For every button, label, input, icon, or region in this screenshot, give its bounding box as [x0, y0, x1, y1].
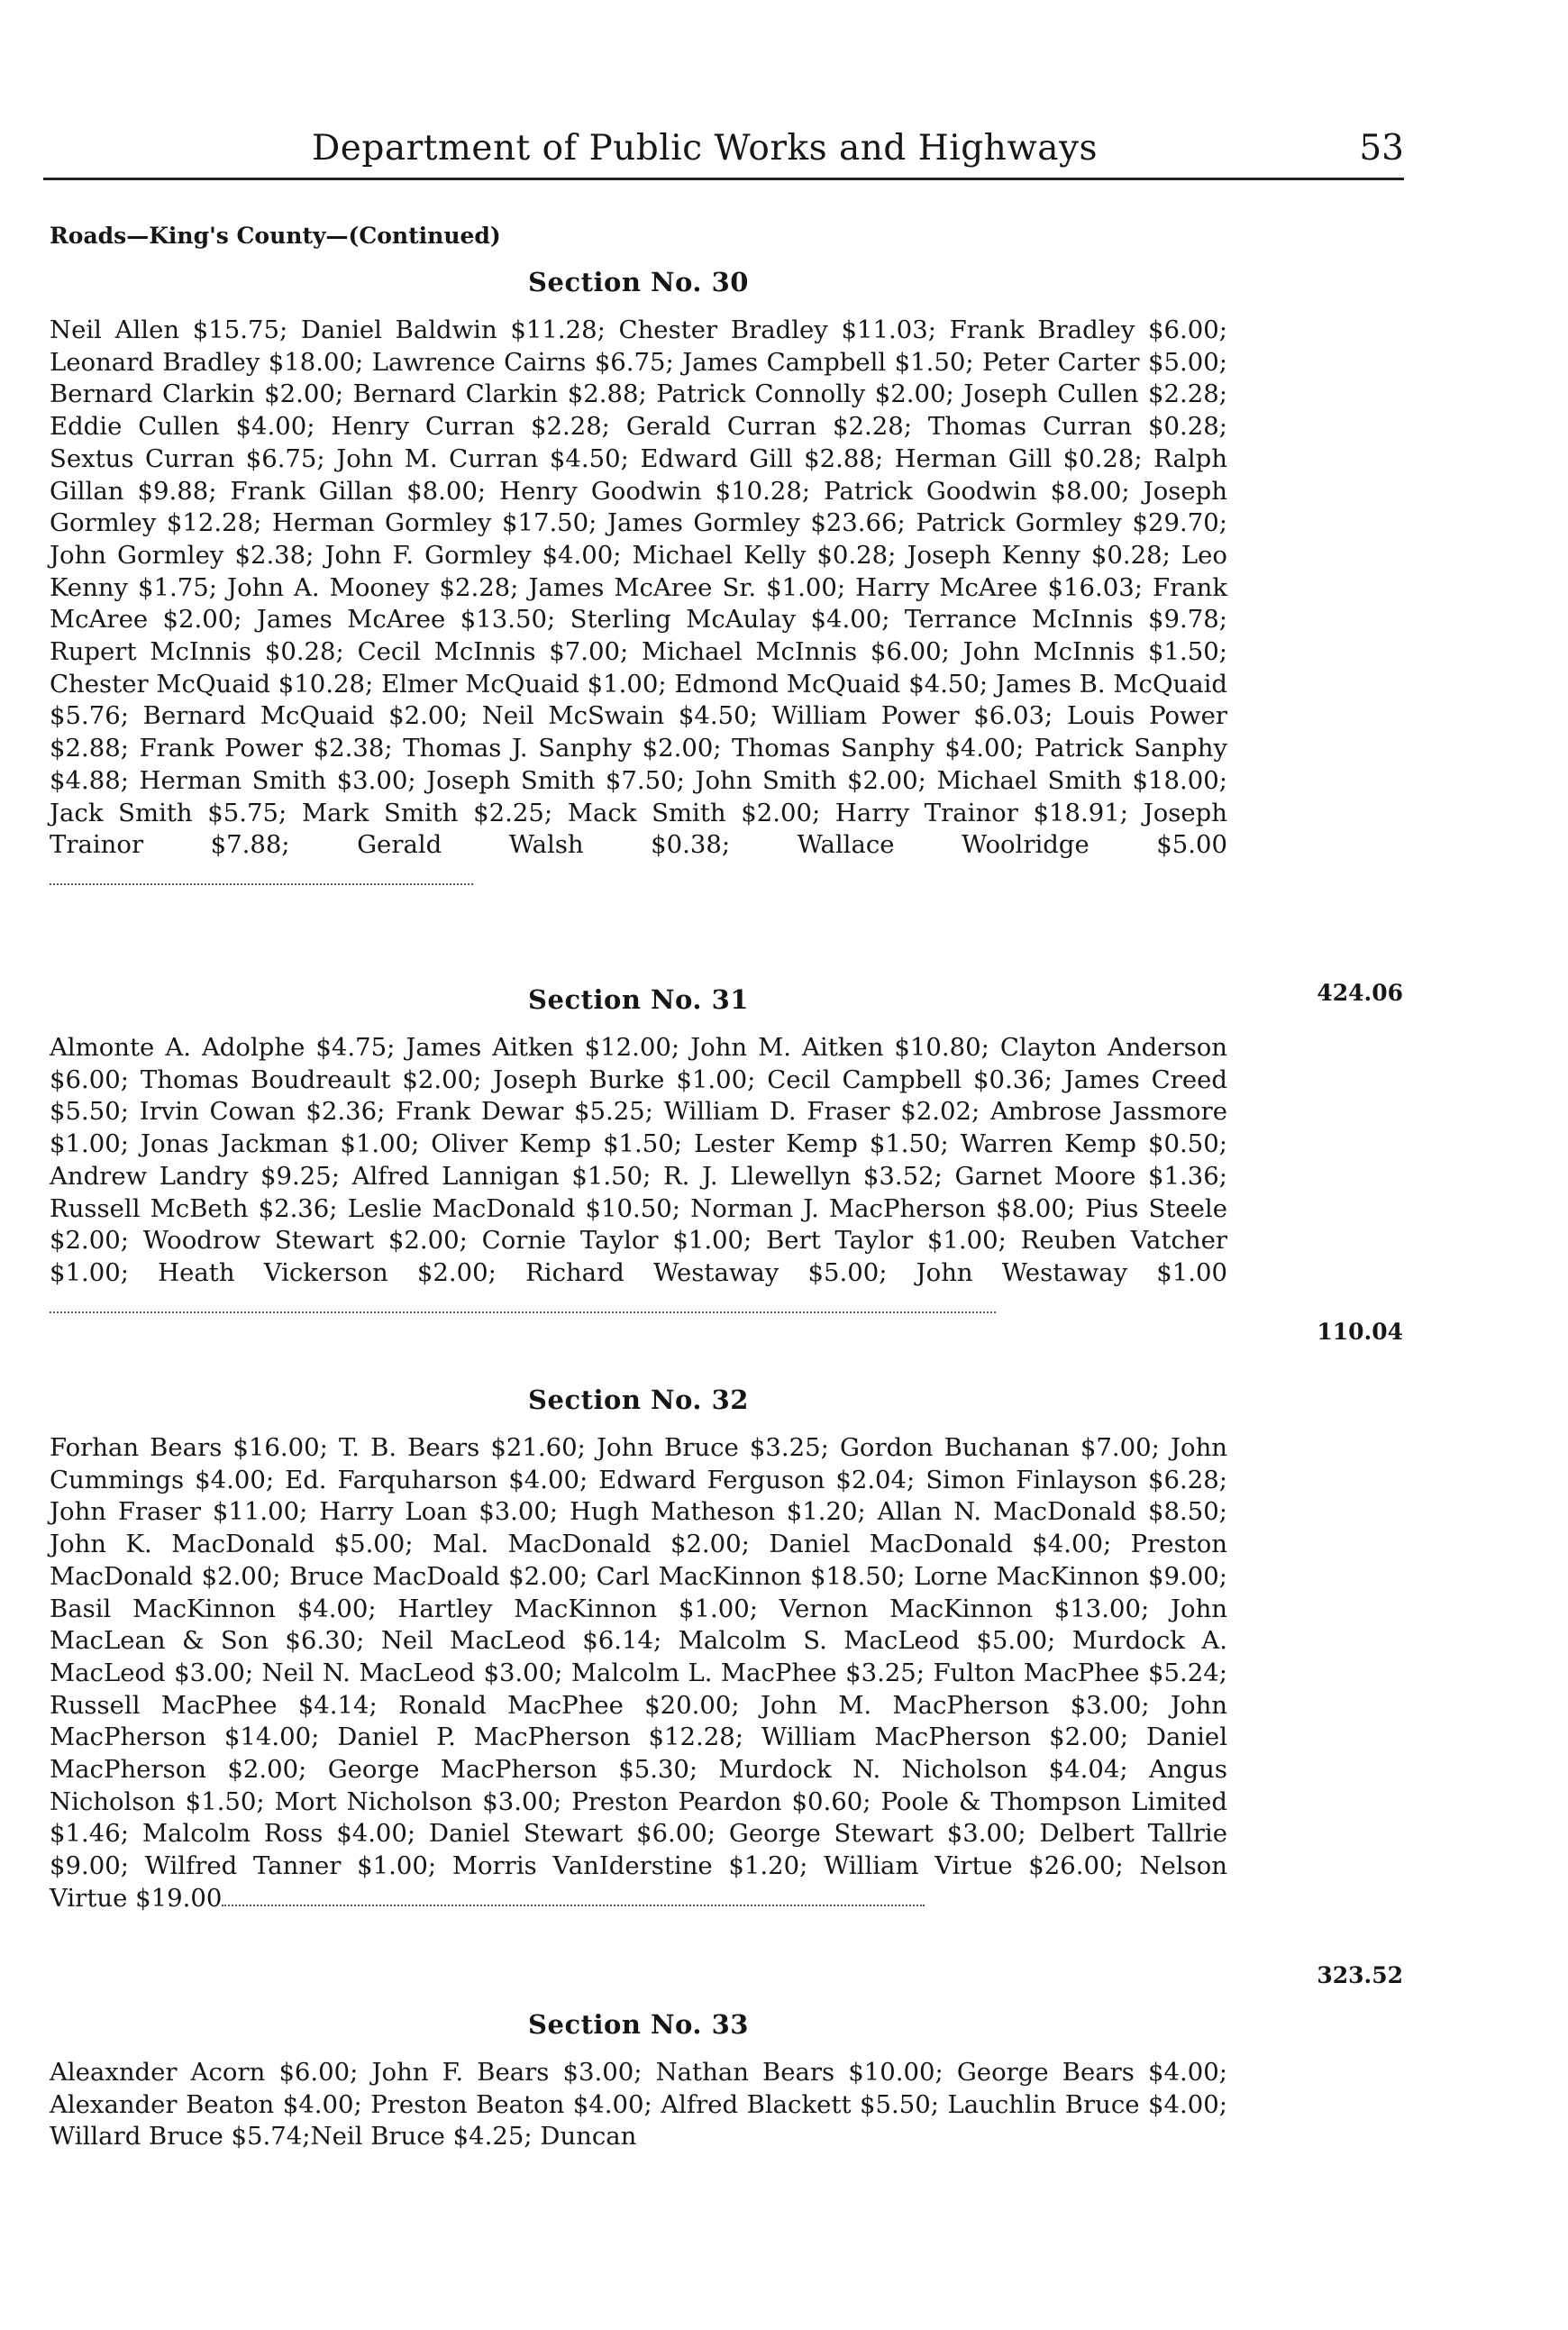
- dot-leader: [50, 1311, 996, 1313]
- section-32: [50, 1382, 1403, 1988]
- section-title: Section No. 33: [528, 2009, 749, 2040]
- section-total: 424.06: [1317, 980, 1403, 1006]
- continued-heading: Roads—King's County—(Continued): [50, 223, 501, 249]
- running-head: Department of Public Works and Highways: [312, 128, 1099, 169]
- section-text: Forhan Bears $16.00; T. B. Bears $21.60; John Bruce $3.25; Gordon Buchanan $7.00; John Cummings $4.00; Ed. Farquharson $4.00; Edward Ferguson $2.04; Simon Finlayson $6.28; John Fraser $11.00; Harry Loan $3.00; Hugh Matheson $1.20; Allan N. MacDonald $8.50; John K. MacDonald $5.00; Mal. MacDonald $2.00; Daniel MacDonald $4.00; Preston MacDonald $2.00; Bruce MacDoald $2.00; Carl MacKinnon $18.50; Lorne MacKinnon $9.00; Basil MacKinnon $4.00; Hartley MacKinnon $1.00; Vernon MacKinnon $13.00; John MacLean & Son $6.30; Neil MacLeod $6.14; Malcolm S. MacLeod $5.00; Murdock A. MacLeod $3.00; Neil N. MacLeod $3.00; Malcolm L. MacPhee $3.25; Fulton MacPhee $5.24; Russell MacPhee $4.14; Ronald MacPhee $20.00; John M. MacPherson $3.00; John MacPherson $14.00; Daniel P. MacPherson $12.28; William MacPherson $2.00; Daniel MacPherson $2.00; George MacPherson $5.30; Murdock N. Nicholson $4.04; Angus Nicholson $1.50; Mort Nicholson $3.00; Preston Peardon $0.60; Poole & Thompson Limited $1.46; Malcolm Ross $4.00; Daniel Stewart $6.00; George Stewart $3.00; Delbert Tallrie $9.00; Wilfred Tanner $1.00; Morris VanIderstine $1.20; William Virtue $26.00; Nelson Virtue $19.00: [50, 1433, 1227, 1913]
- page-number: 53: [1359, 128, 1404, 169]
- section-31: [50, 982, 1403, 1345]
- section-body: [50, 1432, 1227, 1915]
- section-title: Section No. 30: [528, 267, 749, 297]
- section-title: Section No. 32: [528, 1384, 749, 1415]
- dot-leader: [50, 883, 473, 885]
- page-header: [43, 124, 1404, 180]
- section-text: Aleaxnder Acorn $6.00; John F. Bears $3.00; Nathan Bears $10.00; George Bears $4.00; Alexander Beaton $4.00; Preston Beaton $4.00; Alfred Blackett $5.50; Lauchlin Bruce $4.00; Willard Bruce $5.74;Neil Bruce $4.25; Duncan: [50, 2058, 1227, 2152]
- section-body: [50, 1032, 1227, 1321]
- section-body: [50, 315, 1227, 894]
- section-33: [50, 2006, 1403, 2153]
- section-total: 110.04: [1317, 1319, 1403, 1345]
- section-text: Neil Allen $15.75; Daniel Baldwin $11.28; Chester Bradley $11.03; Frank Bradley $6.00; Leonard Bradley $18.00; Lawrence Cairns $6.75; James Campbell $1.50; Peter Carter $5.00; Bernard Clarkin $2.00; Bernard Clarkin $2.88; Patrick Connolly $2.00; Joseph Cullen $2.28; Eddie Cullen $4.00; Henry Curran $2.28; Gerald Curran $2.28; Thomas Curran $0.28; Sextus Curran $6.75; John M. Curran $4.50; Edward Gill $2.88; Herman Gill $0.28; Ralph Gillan $9.88; Frank Gillan $8.00; Henry Goodwin $10.28; Patrick Goodwin $8.00; Joseph Gormley $12.28; Herman Gormley $17.50; James Gormley $23.66; Patrick Gormley $29.70; John Gormley $2.38; John F. Gormley $4.00; Michael Kelly $0.28; Joseph Kenny $0.28; Leo Kenny $1.75; John A. Mooney $2.28; James McAree Sr. $1.00; Harry McAree $16.03; Frank McAree $2.00; James McAree $13.50; Sterling McAulay $4.00; Terrance McInnis $9.78; Rupert McInnis $0.28; Cecil McInnis $7.00; Michael McInnis $6.00; John McInnis $1.50; Chester McQuaid $10.28; Elmer McQuaid $1.00; Edmond McQuaid $4.50; James B. McQuaid $5.76; Bernard McQuaid $2.00; Neil McSwain $4.50; William Power $6.03; Louis Power $2.88; Frank Power $2.38; Thomas J. Sanphy $2.00; Thomas Sanphy $4.00; Patrick Sanphy $4.88; Herman Smith $3.00; Joseph Smith $7.50; John Smith $2.00; Michael Smith $18.00; Jack Smith $5.75; Mark Smith $2.25; Mack Smith $2.00; Harry Trainor $18.91; Joseph Trainor $7.88; Gerald Walsh $0.38; Wallace Woolridge $5.00: [50, 315, 1227, 860]
- section-text: Almonte A. Adolphe $4.75; James Aitken $12.00; John M. Aitken $10.80; Clayton Anderson $6.00; Thomas Boudreault $2.00; Joseph Burke $1.00; Cecil Campbell $0.36; James Creed $5.50; Irvin Cowan $2.36; Frank Dewar $5.25; William D. Fraser $2.02; Ambrose Jassmore $1.00; Jonas Jackman $1.00; Oliver Kemp $1.50; Lester Kemp $1.50; Warren Kemp $0.50; Andrew Landry $9.25; Alfred Lannigan $1.50; R. J. Llewellyn $3.52; Garnet Moore $1.36; Russell McBeth $2.36; Leslie MacDonald $10.50; Norman J. MacPherson $8.00; Pius Steele $2.00; Woodrow Stewart $2.00; Cornie Taylor $1.00; Bert Taylor $1.00; Reuben Vatcher $1.00; Heath Vickerson $2.00; Richard Westaway $5.00; John Westaway $1.00: [50, 1033, 1227, 1287]
- dot-leader: [222, 1905, 925, 1906]
- section-body: [50, 2057, 1227, 2153]
- section-title: Section No. 31: [528, 984, 749, 1015]
- section-total: 323.52: [1317, 1962, 1403, 1988]
